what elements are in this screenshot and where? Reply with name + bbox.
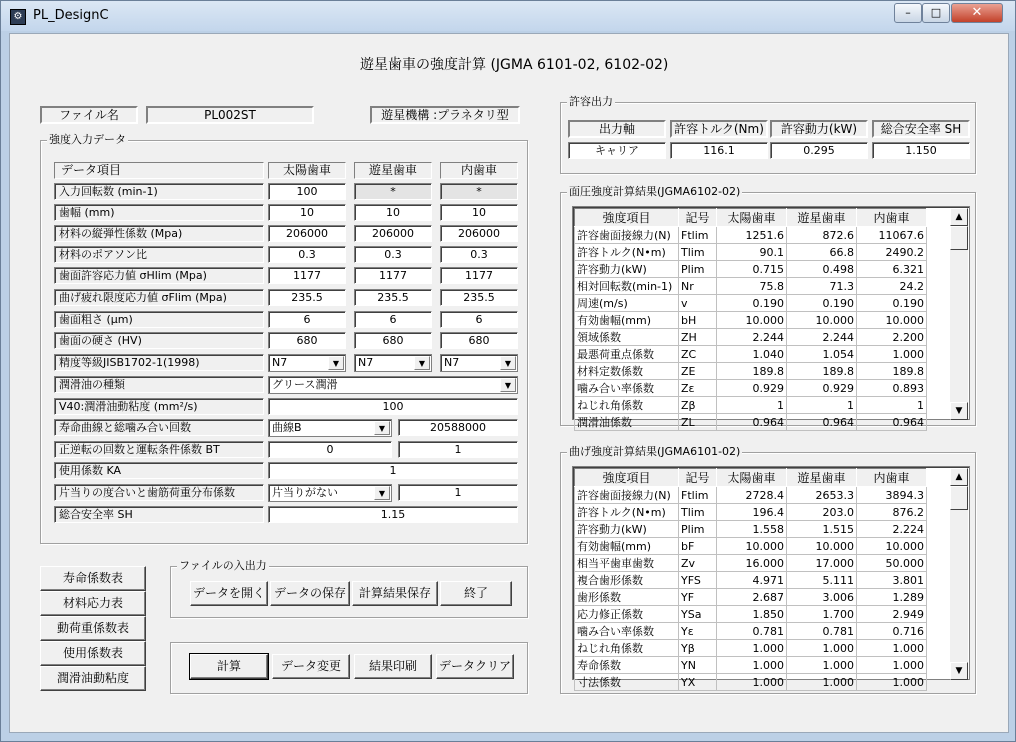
- row-label-flim: 曲げ疲れ限度応力値 σFlim (Mpa): [54, 289, 264, 306]
- table-row[interactable]: [575, 572, 927, 589]
- bending-cell: 1.000: [857, 640, 927, 657]
- material-stress-table-button[interactable]: 材料応力表: [40, 591, 146, 616]
- bending-cell: 4.971: [717, 572, 787, 589]
- table-row[interactable]: [575, 504, 927, 521]
- save-data-button[interactable]: データの保存: [270, 581, 350, 606]
- surface-cell: ZE: [679, 363, 717, 380]
- calculate-button[interactable]: 計算: [190, 654, 268, 679]
- bending-cell: 1.850: [717, 606, 787, 623]
- bending-cell: 0.716: [857, 623, 927, 640]
- surface-cell: 0.964: [787, 414, 857, 431]
- surface-cell: 潤滑油係数: [575, 414, 679, 431]
- ring-precision-value: N7: [444, 356, 460, 369]
- bending-cell: 1.000: [787, 657, 857, 674]
- bending-cell: 1.000: [717, 657, 787, 674]
- mesh-count-input[interactable]: 20588000: [398, 419, 518, 436]
- bending-header-cell: 内歯車: [857, 469, 927, 487]
- scroll-up-icon[interactable]: ▲: [950, 208, 968, 226]
- surface-cell: 周速(m/s): [575, 295, 679, 312]
- surface-cell: 2490.2: [857, 244, 927, 261]
- sun-poisson[interactable]: 0.3: [268, 246, 346, 263]
- surface-header-cell: 内歯車: [857, 209, 927, 227]
- row-label-roughness: 歯面粗さ (μm): [54, 311, 264, 328]
- bending-cell: 許容動力(kW): [575, 521, 679, 538]
- surface-cell: 10.000: [787, 312, 857, 329]
- row-label-viscosity: V40:潤滑油動粘度 (mm²/s): [54, 398, 264, 415]
- header-allow-power: 許容動力(kW): [770, 120, 868, 138]
- bending-cell: 1.558: [717, 521, 787, 538]
- table-row[interactable]: [575, 380, 927, 397]
- usage-factor-table-button[interactable]: 使用係数表: [40, 641, 146, 666]
- allow-torque-value: 116.1: [670, 142, 768, 159]
- surface-cell: 0.190: [717, 295, 787, 312]
- table-row[interactable]: [575, 261, 927, 278]
- bending-cell: 1.289: [857, 589, 927, 606]
- table-row[interactable]: [575, 397, 927, 414]
- planet-hardness[interactable]: 680: [354, 332, 432, 349]
- total-safety-value: 1.150: [872, 142, 970, 159]
- bending-cell: 3894.3: [857, 487, 927, 504]
- row-label-ka: 使用係数 KA: [54, 462, 264, 479]
- scroll-thumb[interactable]: [950, 486, 968, 510]
- header-data-item: データ項目: [54, 162, 264, 179]
- row-label-safety: 総合安全率 SH: [54, 506, 264, 523]
- surface-header-row: [575, 209, 927, 227]
- planet-precision-value: N7: [358, 356, 374, 369]
- lubricant-select[interactable]: [268, 376, 518, 394]
- surface-cell: ZH: [679, 329, 717, 346]
- dynamic-load-table-button[interactable]: 動荷重係数表: [40, 616, 146, 641]
- surface-cell: 相対回転数(min-1): [575, 278, 679, 295]
- surface-cell: 1: [857, 397, 927, 414]
- bending-cell: bF: [679, 538, 717, 555]
- bending-cell: 1.000: [857, 657, 927, 674]
- sun-face-width[interactable]: 10: [268, 204, 346, 221]
- bending-cell: 2.949: [857, 606, 927, 623]
- scroll-down-icon[interactable]: ▼: [950, 402, 968, 420]
- bending-cell: 1.000: [717, 640, 787, 657]
- contact-factor-input[interactable]: 1: [398, 484, 518, 501]
- life-factor-table-button[interactable]: 寿命係数表: [40, 566, 146, 591]
- planet-elastic-modulus[interactable]: 206000: [354, 225, 432, 242]
- row-label-poisson: 材料のポアソン比: [54, 246, 264, 263]
- scroll-down-icon[interactable]: ▼: [950, 662, 968, 680]
- header-total-safety: 総合安全率 SH: [872, 120, 970, 138]
- table-row[interactable]: [575, 674, 927, 691]
- surface-cell: 0.929: [787, 380, 857, 397]
- header-sun: 太陽歯車: [268, 162, 346, 179]
- contact-select[interactable]: [268, 484, 392, 502]
- bending-cell: 2728.4: [717, 487, 787, 504]
- mechanism-label: 遊星機構 :プラネタリ型: [370, 106, 520, 124]
- file-name-label: ファイル名: [40, 106, 138, 124]
- ring-hardness[interactable]: 680: [440, 332, 518, 349]
- surface-cell: 0.190: [787, 295, 857, 312]
- bending-cell: 3.801: [857, 572, 927, 589]
- surface-cell: 189.8: [717, 363, 787, 380]
- header-allow-torque: 許容トルク(Nm): [670, 120, 768, 138]
- sun-hlim[interactable]: 1177: [268, 267, 346, 284]
- row-label-hlim: 歯面許容応力値 σHlim (Mpa): [54, 267, 264, 284]
- planet-flim[interactable]: 235.5: [354, 289, 432, 306]
- surface-cell: 1.054: [787, 346, 857, 363]
- bending-result-label: 曲げ強度計算結果(JGMA6101-02): [569, 445, 741, 458]
- surface-cell: 0.715: [717, 261, 787, 278]
- bending-cell: 10.000: [857, 538, 927, 555]
- minimize-button[interactable]: –: [894, 3, 922, 23]
- bending-cell: 1.000: [787, 640, 857, 657]
- surface-result-table: [574, 208, 927, 431]
- surface-cell: Ftlim: [679, 227, 717, 244]
- allowable-output-group: [560, 95, 976, 174]
- bending-cell: 有効歯幅(mm): [575, 538, 679, 555]
- surface-cell: ZL: [679, 414, 717, 431]
- surface-cell: 領域係数: [575, 329, 679, 346]
- surface-cell: 11067.6: [857, 227, 927, 244]
- bending-cell: Zv: [679, 555, 717, 572]
- bending-cell: 寿命係数: [575, 657, 679, 674]
- surface-cell: 1.040: [717, 346, 787, 363]
- surface-cell: 0.964: [857, 414, 927, 431]
- table-row[interactable]: [575, 346, 927, 363]
- bending-cell: 50.000: [857, 555, 927, 572]
- surface-cell: ねじれ角係数: [575, 397, 679, 414]
- surface-cell: 66.8: [787, 244, 857, 261]
- surface-cell: 71.3: [787, 278, 857, 295]
- bending-cell: 寸法係数: [575, 674, 679, 691]
- bending-cell: YFS: [679, 572, 717, 589]
- file-io-group-label: ファイルの入出力: [179, 559, 267, 572]
- sun-precision-value: N7: [272, 356, 288, 369]
- bending-cell: 複合歯形係数: [575, 572, 679, 589]
- bending-header-cell: 記号: [679, 469, 717, 487]
- surface-cell: 6.321: [857, 261, 927, 278]
- bending-cell: YSa: [679, 606, 717, 623]
- ring-roughness[interactable]: 6: [440, 311, 518, 328]
- bending-cell: 1.000: [787, 674, 857, 691]
- planet-face-width[interactable]: 10: [354, 204, 432, 221]
- surface-cell: ZC: [679, 346, 717, 363]
- surface-cell: 2.244: [717, 329, 787, 346]
- sun-roughness[interactable]: 6: [268, 311, 346, 328]
- bending-cell: Ftlim: [679, 487, 717, 504]
- table-row[interactable]: [575, 521, 927, 538]
- output-shaft-value: キャリア: [568, 142, 666, 159]
- contact-value: 片当りがない: [272, 486, 338, 499]
- bending-header-cell: 太陽歯車: [717, 469, 787, 487]
- surface-cell: 0.964: [717, 414, 787, 431]
- app-icon: ⚙: [10, 9, 26, 25]
- bending-cell: 許容歯面接線力(N): [575, 487, 679, 504]
- surface-cell: 90.1: [717, 244, 787, 261]
- surface-header-cell: 強度項目: [575, 209, 679, 227]
- surface-cell: bH: [679, 312, 717, 329]
- bending-cell: 0.781: [717, 623, 787, 640]
- table-row[interactable]: [575, 227, 927, 244]
- bending-header-cell: 強度項目: [575, 469, 679, 487]
- exit-button[interactable]: 終了: [440, 581, 512, 606]
- surface-cell: 最悪荷重点係数: [575, 346, 679, 363]
- bending-header-row: [575, 469, 927, 487]
- life-curve-value: 曲線B: [272, 421, 302, 434]
- planet-hlim[interactable]: 1177: [354, 267, 432, 284]
- lubricant-value: グリース潤滑: [272, 378, 338, 391]
- surface-cell: 1: [787, 397, 857, 414]
- bending-cell: 16.000: [717, 555, 787, 572]
- bending-cell: 10.000: [717, 538, 787, 555]
- bending-result-grid[interactable]: [572, 466, 970, 689]
- ring-poisson[interactable]: 0.3: [440, 246, 518, 263]
- table-row[interactable]: [575, 657, 927, 674]
- chevron-down-icon[interactable]: ▼: [414, 356, 430, 370]
- chevron-down-icon[interactable]: ▼: [500, 356, 516, 370]
- bending-cell: 1.000: [717, 674, 787, 691]
- surface-cell: 872.6: [787, 227, 857, 244]
- sun-input-speed[interactable]: 100: [268, 183, 346, 200]
- ring-input-speed: *: [440, 183, 518, 200]
- sun-elastic-modulus[interactable]: 206000: [268, 225, 346, 242]
- bending-cell: 17.000: [787, 555, 857, 572]
- surface-cell: 2.244: [787, 329, 857, 346]
- bt-input[interactable]: 1: [398, 441, 518, 458]
- surface-result-label: 面圧強度計算結果(JGMA6102-02): [569, 185, 741, 198]
- bending-cell: 相当平歯車歯数: [575, 555, 679, 572]
- bending-result-table: [574, 468, 927, 691]
- print-results-button[interactable]: 結果印刷: [354, 654, 432, 679]
- ring-hlim[interactable]: 1177: [440, 267, 518, 284]
- planet-poisson[interactable]: 0.3: [354, 246, 432, 263]
- ka-input[interactable]: 1: [268, 462, 518, 479]
- row-label-precision: 精度等級JISB1702-1(1998): [54, 354, 264, 371]
- window-title: PL_DesignC: [33, 8, 109, 23]
- table-row[interactable]: [575, 312, 927, 329]
- save-results-button[interactable]: 計算結果保存: [352, 581, 438, 606]
- surface-header-cell: 太陽歯車: [717, 209, 787, 227]
- surface-cell: 噛み合い率係数: [575, 380, 679, 397]
- table-row[interactable]: [575, 363, 927, 380]
- reverse-count-input[interactable]: 0: [268, 441, 392, 458]
- ring-precision-select[interactable]: [440, 354, 518, 372]
- bending-cell: 歯形係数: [575, 589, 679, 606]
- bending-cell: 許容トルク(N•m): [575, 504, 679, 521]
- ring-elastic-modulus[interactable]: 206000: [440, 225, 518, 242]
- row-label-lubricant: 潤滑油の種類: [54, 376, 264, 393]
- bending-cell: 5.111: [787, 572, 857, 589]
- surface-cell: 許容トルク(N•m): [575, 244, 679, 261]
- bending-scrollbar[interactable]: [950, 468, 968, 680]
- change-data-button[interactable]: データ変更: [272, 654, 350, 679]
- title-bar[interactable]: [1, 1, 1015, 31]
- surface-cell: 許容歯面接線力(N): [575, 227, 679, 244]
- bending-cell: 196.4: [717, 504, 787, 521]
- table-row[interactable]: [575, 295, 927, 312]
- surface-cell: 0.929: [717, 380, 787, 397]
- row-label-contact: 片当りの度合いと歯筋荷重分布係数: [54, 484, 264, 501]
- bending-cell: YF: [679, 589, 717, 606]
- table-row[interactable]: [575, 623, 927, 640]
- table-row[interactable]: [575, 414, 927, 431]
- bending-cell: 噛み合い率係数: [575, 623, 679, 640]
- bending-cell: 1.000: [857, 674, 927, 691]
- sun-hardness[interactable]: 680: [268, 332, 346, 349]
- allow-power-value: 0.295: [770, 142, 868, 159]
- surface-cell: 189.8: [787, 363, 857, 380]
- table-row[interactable]: [575, 640, 927, 657]
- chevron-down-icon[interactable]: ▼: [374, 421, 390, 435]
- surface-scrollbar[interactable]: [950, 208, 968, 420]
- surface-cell: 189.8: [857, 363, 927, 380]
- bending-cell: YX: [679, 674, 717, 691]
- header-ring: 内歯車: [440, 162, 518, 179]
- bending-cell: Plim: [679, 521, 717, 538]
- table-row[interactable]: [575, 606, 927, 623]
- bending-cell: 876.2: [857, 504, 927, 521]
- bending-cell: 0.781: [787, 623, 857, 640]
- surface-cell: 許容動力(kW): [575, 261, 679, 278]
- surface-cell: Plim: [679, 261, 717, 278]
- surface-result-grid[interactable]: [572, 206, 970, 429]
- surface-cell: 10.000: [717, 312, 787, 329]
- bending-cell: 2.687: [717, 589, 787, 606]
- scroll-up-icon[interactable]: ▲: [950, 468, 968, 486]
- clear-data-button[interactable]: データクリア: [436, 654, 514, 679]
- safety-input[interactable]: 1.15: [268, 506, 518, 523]
- row-label-hardness: 歯面の硬さ (HV): [54, 332, 264, 349]
- bending-cell: 2653.3: [787, 487, 857, 504]
- bending-cell: 1.515: [787, 521, 857, 538]
- close-button[interactable]: ✕: [951, 3, 1003, 23]
- row-label-life-curve: 寿命曲線と総噛み合い回数: [54, 419, 264, 436]
- table-row[interactable]: [575, 487, 927, 504]
- file-name-value: PL002ST: [146, 106, 314, 124]
- bending-cell: ねじれ角係数: [575, 640, 679, 657]
- row-label-reverse: 正逆転の回数と運転条件係数 BT: [54, 441, 264, 458]
- table-row[interactable]: [575, 555, 927, 572]
- header-planet: 遊星歯車: [354, 162, 432, 179]
- client-area: [9, 33, 1009, 733]
- surface-cell: 0.190: [857, 295, 927, 312]
- table-row[interactable]: [575, 278, 927, 295]
- open-data-button[interactable]: データを開く: [190, 581, 268, 606]
- surface-header-cell: 記号: [679, 209, 717, 227]
- bending-cell: Tlim: [679, 504, 717, 521]
- bending-header-cell: 遊星歯車: [787, 469, 857, 487]
- ring-face-width[interactable]: 10: [440, 204, 518, 221]
- row-label-face-width: 歯幅 (mm): [54, 204, 264, 221]
- bending-cell: 1.700: [787, 606, 857, 623]
- surface-cell: Zε: [679, 380, 717, 397]
- surface-cell: 1251.6: [717, 227, 787, 244]
- page-title: 遊星歯車の強度計算 (JGMA 6101-02, 6102-02): [360, 57, 669, 73]
- planet-precision-select[interactable]: [354, 354, 432, 372]
- surface-cell: Tlim: [679, 244, 717, 261]
- chevron-down-icon[interactable]: ▼: [374, 486, 390, 500]
- row-label-elastic-modulus: 材料の縦弾性係数 (Mpa): [54, 225, 264, 242]
- bending-cell: 2.224: [857, 521, 927, 538]
- surface-cell: 有効歯幅(mm): [575, 312, 679, 329]
- surface-cell: 24.2: [857, 278, 927, 295]
- sun-flim[interactable]: 235.5: [268, 289, 346, 306]
- scroll-thumb[interactable]: [950, 226, 968, 250]
- surface-cell: 1.000: [857, 346, 927, 363]
- chevron-down-icon[interactable]: ▼: [500, 378, 516, 392]
- surface-cell: v: [679, 295, 717, 312]
- sun-precision-select[interactable]: [268, 354, 346, 372]
- table-row[interactable]: [575, 589, 927, 606]
- surface-cell: 材料定数係数: [575, 363, 679, 380]
- bending-cell: Yβ: [679, 640, 717, 657]
- planet-input-speed: *: [354, 183, 432, 200]
- planet-roughness[interactable]: 6: [354, 311, 432, 328]
- table-row[interactable]: [575, 329, 927, 346]
- bending-cell: 応力修正係数: [575, 606, 679, 623]
- ring-flim[interactable]: 235.5: [440, 289, 518, 306]
- bending-cell: Yε: [679, 623, 717, 640]
- life-curve-select[interactable]: [268, 419, 392, 437]
- surface-cell: Nr: [679, 278, 717, 295]
- table-row[interactable]: [575, 244, 927, 261]
- bending-cell: YN: [679, 657, 717, 674]
- bending-cell: 203.0: [787, 504, 857, 521]
- row-label-input-speed: 入力回転数 (min-1): [54, 183, 264, 200]
- bending-cell: 10.000: [787, 538, 857, 555]
- allowable-output-label: 許容出力: [569, 95, 613, 108]
- table-row[interactable]: [575, 538, 927, 555]
- lubricant-viscosity-button[interactable]: 潤滑油動粘度: [40, 666, 146, 691]
- surface-header-cell: 遊星歯車: [787, 209, 857, 227]
- surface-cell: 0.893: [857, 380, 927, 397]
- input-group-label: 強度入力データ: [49, 133, 126, 146]
- surface-cell: 10.000: [857, 312, 927, 329]
- surface-cell: 75.8: [717, 278, 787, 295]
- viscosity-input[interactable]: 100: [268, 398, 518, 415]
- surface-cell: 2.200: [857, 329, 927, 346]
- surface-cell: Zβ: [679, 397, 717, 414]
- surface-cell: 1: [717, 397, 787, 414]
- bending-cell: 3.006: [787, 589, 857, 606]
- maximize-button[interactable]: □: [922, 3, 950, 23]
- header-output-shaft: 出力軸: [568, 120, 666, 138]
- surface-cell: 0.498: [787, 261, 857, 278]
- chevron-down-icon[interactable]: ▼: [328, 356, 344, 370]
